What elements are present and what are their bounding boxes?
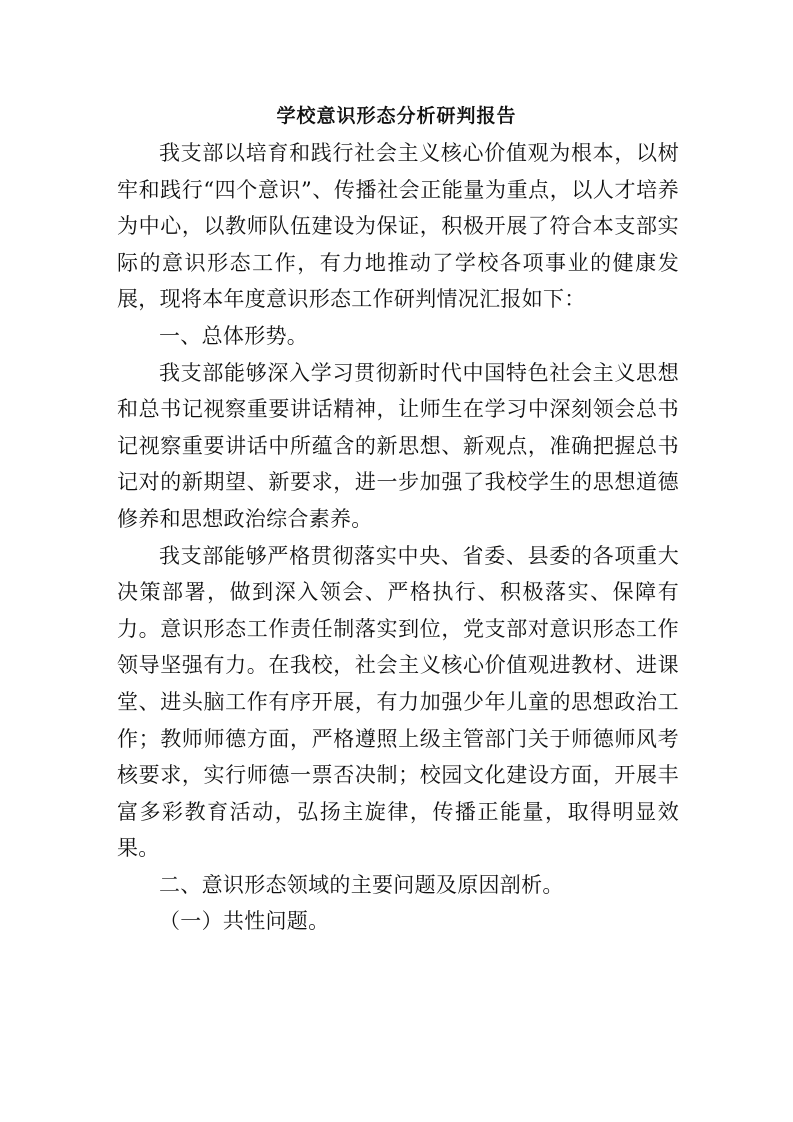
overall-paragraph-2: 我支部能够严格贯彻落实中央、省委、县委的各项重大决策部署，做到深入领会、严格执行、积极落实、保障有力。意识形态工作责任制落实到位，党支部对意识形态工作领导坚强有力。在我校，社会主义核心价值观进教材、进课堂、进头脑工作有序开展，有力加强少年儿童的思想政治工作；教师师德方面，严格遵照上级主管部门关于师德师风考核要求，实行师德一票否决制；校园文化建设方面，开展丰富多彩教育活动，弘扬主旋律，传播正能量，取得明显效果。 [117, 543, 679, 861]
section-heading-overall: 一、总体形势。 [159, 323, 309, 348]
document-body [117, 135, 679, 940]
overall-paragraph-1: 我支部能够深入学习贯彻新时代中国特色社会主义思想和总书记视察重要讲话精神，让师生在学习中深刻领会总书记视察重要讲话中所蕴含的新思想、新观点，准确把握总书记对的新期望、新要求，进一步加强了我校学生的思想道德修养和思想政治综合素养。 [117, 360, 679, 531]
subsection-heading-common: （一）共性问题。 [159, 909, 330, 934]
section-heading-problems: 二、意识形态领域的主要问题及原因剖析。 [159, 872, 564, 897]
intro-paragraph: 我支部以培育和践行社会主义核心价值观为根本，以树牢和践行“四个意识”、传播社会正能量为重点，以人才培养为中心，以教师队伍建设为保证，积极开展了符合本支部实际的意识形态工作，有力地推动了学校各项事业的健康发展，现将本年度意识形态工作研判情况汇报如下： [117, 141, 679, 312]
document-title: 学校意识形态分析研判报告 [276, 105, 517, 127]
